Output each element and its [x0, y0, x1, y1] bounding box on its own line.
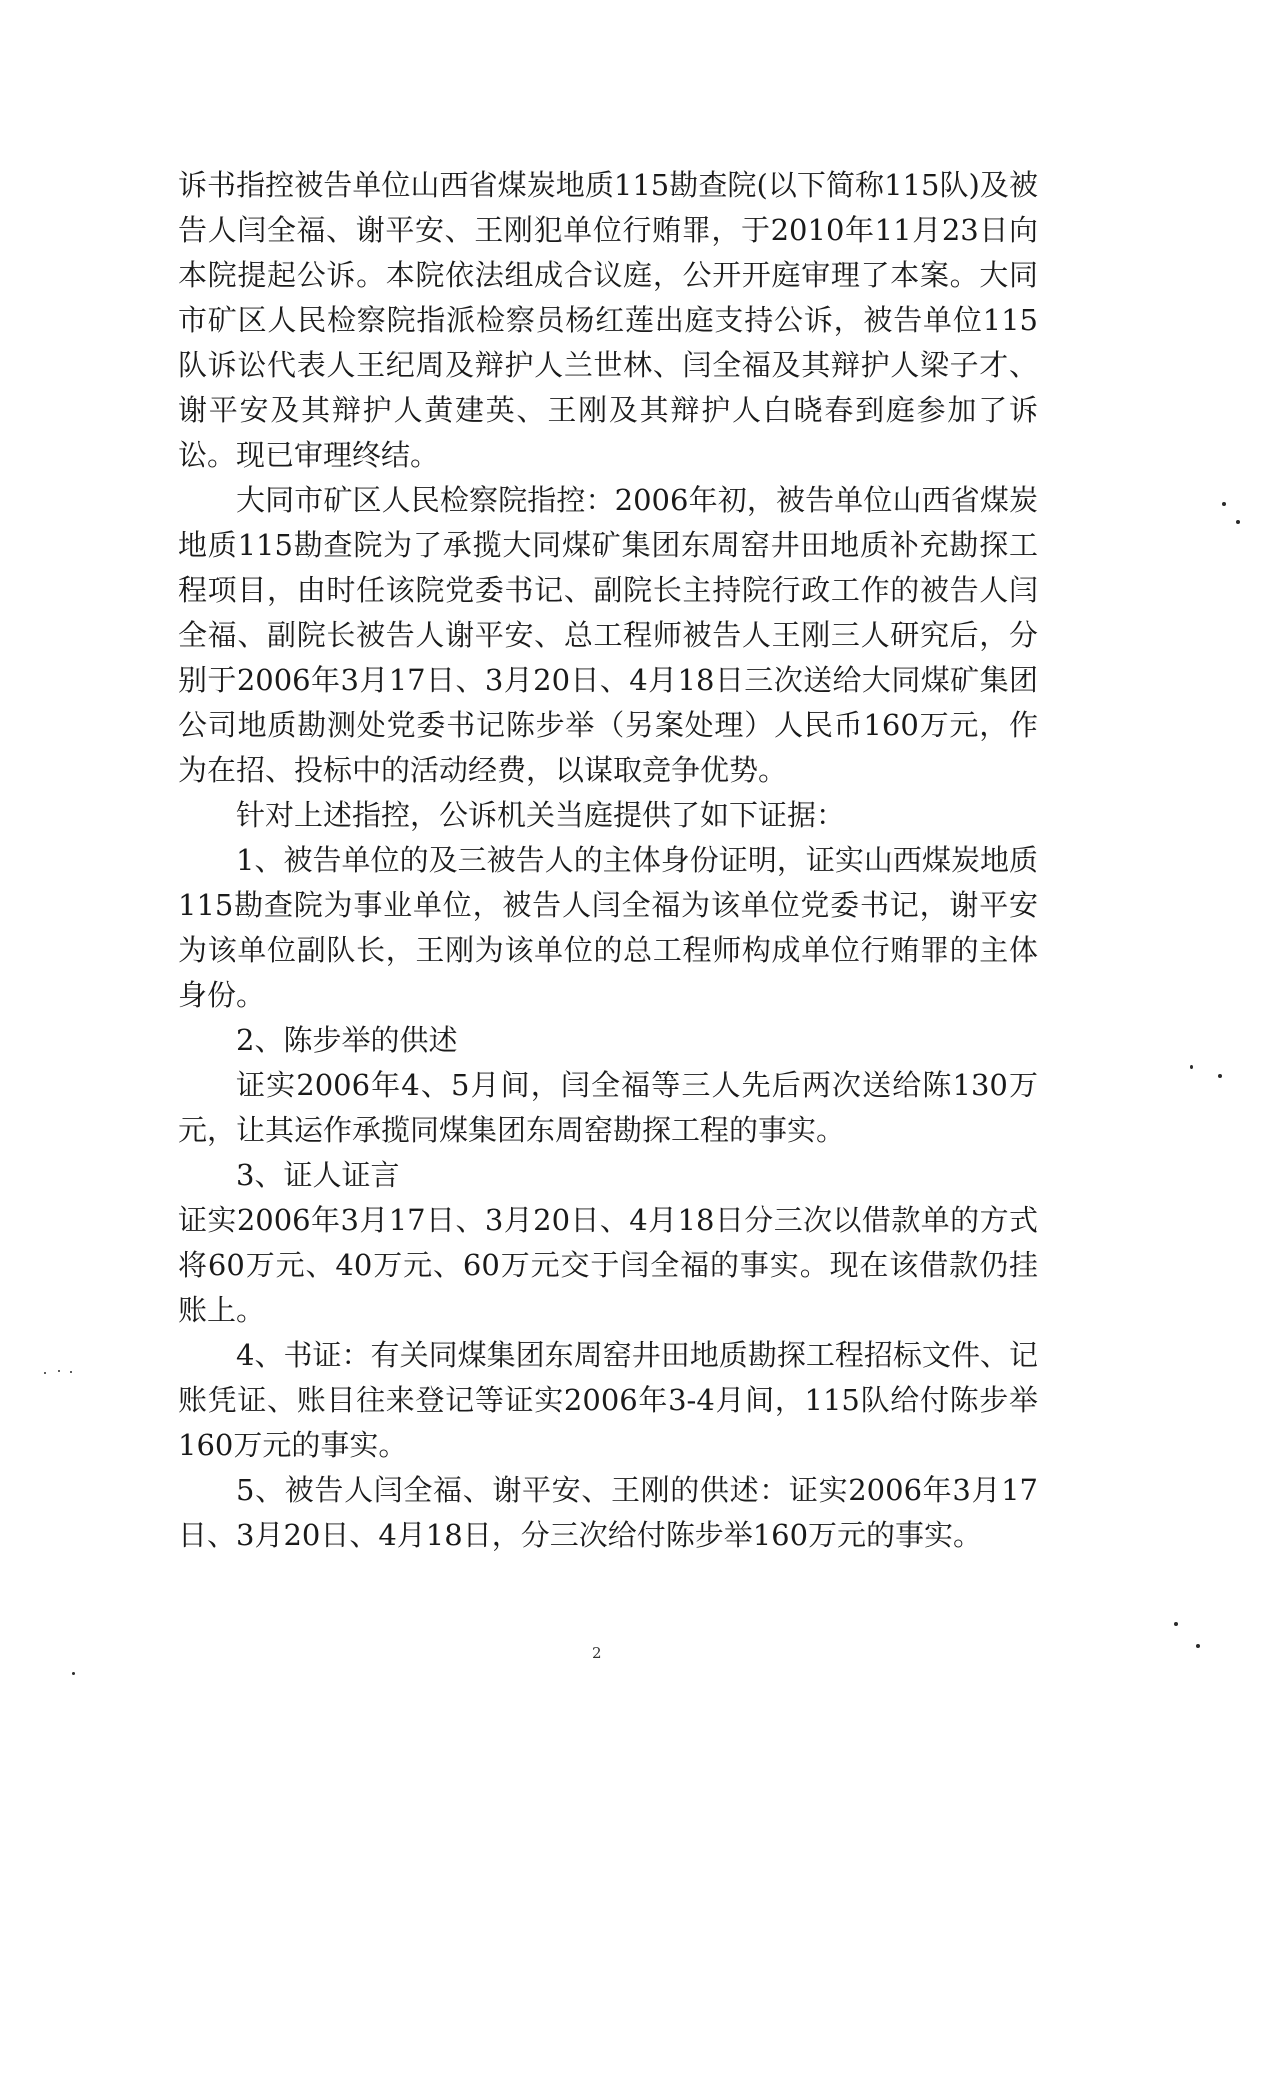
scan-speck: [44, 1372, 46, 1374]
paragraph-evidence-3-heading: 3、证人证言: [236, 1158, 400, 1192]
scan-speck: [58, 1370, 60, 1372]
scan-speck: [1218, 1074, 1222, 1078]
scan-speck: [1174, 1622, 1178, 1626]
paragraph-evidence-intro: 针对上述指控，公诉机关当庭提供了如下证据：: [236, 798, 846, 832]
document-body: [178, 163, 1038, 1558]
scan-speck: [70, 1371, 72, 1373]
paragraph-evidence-2-heading: 2、陈步举的供述: [236, 1023, 458, 1057]
scan-speck: [1196, 1644, 1200, 1648]
scan-speck: [1222, 502, 1226, 506]
paragraph-case-intro: 诉书指控被告单位山西省煤炭地质115勘查院(以下简称115队)及被告人闫全福、谢平安、王刚犯单位行贿罪，于2010年11月23日向本院提起公诉。本院依法组成合议庭，公开开庭审理了本案。大同市矿区人民检察院指派检察员杨红莲出庭支持公诉，被告单位115队诉讼代表人王纪周及辩护人兰世林、闫全福及其辩护人梁子才、谢平安及其辩护人黄建英、王刚及其辩护人白晓春到庭参加了诉讼。现已审理终结。: [178, 168, 1038, 472]
page-number: 2: [592, 1644, 602, 1662]
scan-speck: [1236, 520, 1240, 524]
paragraph-evidence-3-body: 证实2006年3月17日、3月20日、4月18日分三次以借款单的方式将60万元、40万元、60万元交于闫全福的事实。现在该借款仍挂账上。: [178, 1203, 1038, 1327]
paragraph-evidence-2-body: 证实2006年4、5月间，闫全福等三人先后两次送给陈130万元，让其运作承揽同煤集团东周窑勘探工程的事实。: [178, 1068, 1038, 1147]
paragraph-prosecution-charge: 大同市矿区人民检察院指控：2006年初，被告单位山西省煤炭地质115勘查院为了承揽大同煤矿集团东周窑井田地质补充勘探工程项目，由时任该院党委书记、副院长主持院行政工作的被告人闫全福、副院长被告人谢平安、总工程师被告人王刚三人研究后，分别于2006年3月17日、3月20日、4月18日三次送给大同煤矿集团公司地质勘测处党委书记陈步举（另案处理）人民币160万元，作为在招、投标中的活动经费，以谋取竞争优势。: [178, 483, 1038, 787]
paragraph-evidence-5: 5、被告人闫全福、谢平安、王刚的供述：证实2006年3月17日、3月20日、4月18日，分三次给付陈步举160万元的事实。: [178, 1473, 1038, 1552]
paragraph-evidence-1: 1、被告单位的及三被告人的主体身份证明，证实山西煤炭地质115勘查院为事业单位，被告人闫全福为该单位党委书记，谢平安为该单位副队长，王刚为该单位的总工程师构成单位行贿罪的主体身份。: [178, 843, 1038, 1012]
scan-speck: [1190, 1065, 1193, 1069]
scan-speck: [72, 1672, 75, 1675]
paragraph-evidence-4: 4、书证：有关同煤集团东周窑井田地质勘探工程招标文件、记账凭证、账目往来登记等证实2006年3-4月间，115队给付陈步举160万元的事实。: [178, 1338, 1038, 1462]
